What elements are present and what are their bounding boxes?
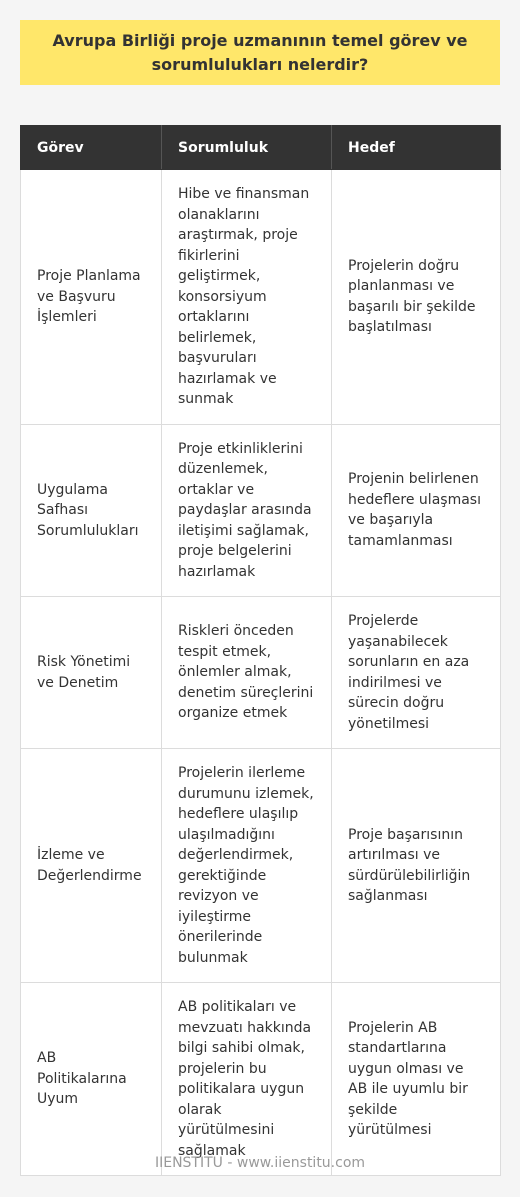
cell-sorumluluk: Proje etkinliklerini düzenlemek, ortaklar ve paydaşlar arasında iletişimi sağlamak, proje belgelerini hazırlamak (162, 424, 332, 597)
table-row (21, 424, 501, 597)
table-header-row (21, 126, 501, 170)
cell-gorev: AB Politikalarına Uyum (21, 983, 162, 1176)
cell-sorumluluk: Hibe ve finansman olanaklarını araştırmak, proje fikirlerini geliştirmek, konsorsiyum ortaklarını belirlemek, başvuruları hazırlamak ve sunmak (162, 170, 332, 425)
table-row (21, 170, 501, 425)
cell-hedef: Projelerde yaşanabilecek sorunların en aza indirilmesi ve sürecin doğru yönetilmesi (332, 597, 501, 749)
cell-hedef: Projelerin AB standartlarına uygun olması ve AB ile uyumlu bir şekilde yürütülmesi (332, 983, 501, 1176)
cell-sorumluluk: Projelerin ilerleme durumunu izlemek, hedeflere ulaşılıp ulaşılmadığını değerlendirmek, gerektiğinde revizyon ve iyileştirme önerilerinde bulunmak (162, 749, 332, 983)
cell-sorumluluk: AB politikaları ve mevzuatı hakkında bilgi sahibi olmak, projelerin bu politikalara uygun olarak yürütülmesini sağlamak (162, 983, 332, 1176)
cell-hedef: Projelerin doğru planlanması ve başarılı bir şekilde başlatılması (332, 170, 501, 425)
header-sorumluluk: Sorumluluk (162, 126, 332, 170)
table-row (21, 597, 501, 749)
duties-table (20, 125, 501, 1176)
page-title: Avrupa Birliği proje uzmanının temel görev ve sorumlulukları nelerdir? (52, 30, 468, 74)
table-row (21, 749, 501, 983)
cell-sorumluluk: Riskleri önceden tespit etmek, önlemler almak, denetim süreçlerini organize etmek (162, 597, 332, 749)
footer-credit: IIENSTITU - www.iienstitu.com (154, 1155, 366, 1171)
table-row (21, 983, 501, 1176)
cell-gorev: Proje Planlama ve Başvuru İşlemleri (21, 170, 162, 425)
cell-gorev: İzleme ve Değerlendirme (21, 749, 162, 983)
cell-gorev: Uygulama Safhası Sorumlulukları (21, 424, 162, 597)
title-banner (20, 20, 500, 85)
cell-gorev: Risk Yönetimi ve Denetim (21, 597, 162, 749)
cell-hedef: Projenin belirlenen hedeflere ulaşması ve başarıyla tamamlanması (332, 424, 501, 597)
header-hedef: Hedef (332, 126, 501, 170)
cell-hedef: Proje başarısının artırılması ve sürdürülebilirliğin sağlanması (332, 749, 501, 983)
header-gorev: Görev (21, 126, 162, 170)
